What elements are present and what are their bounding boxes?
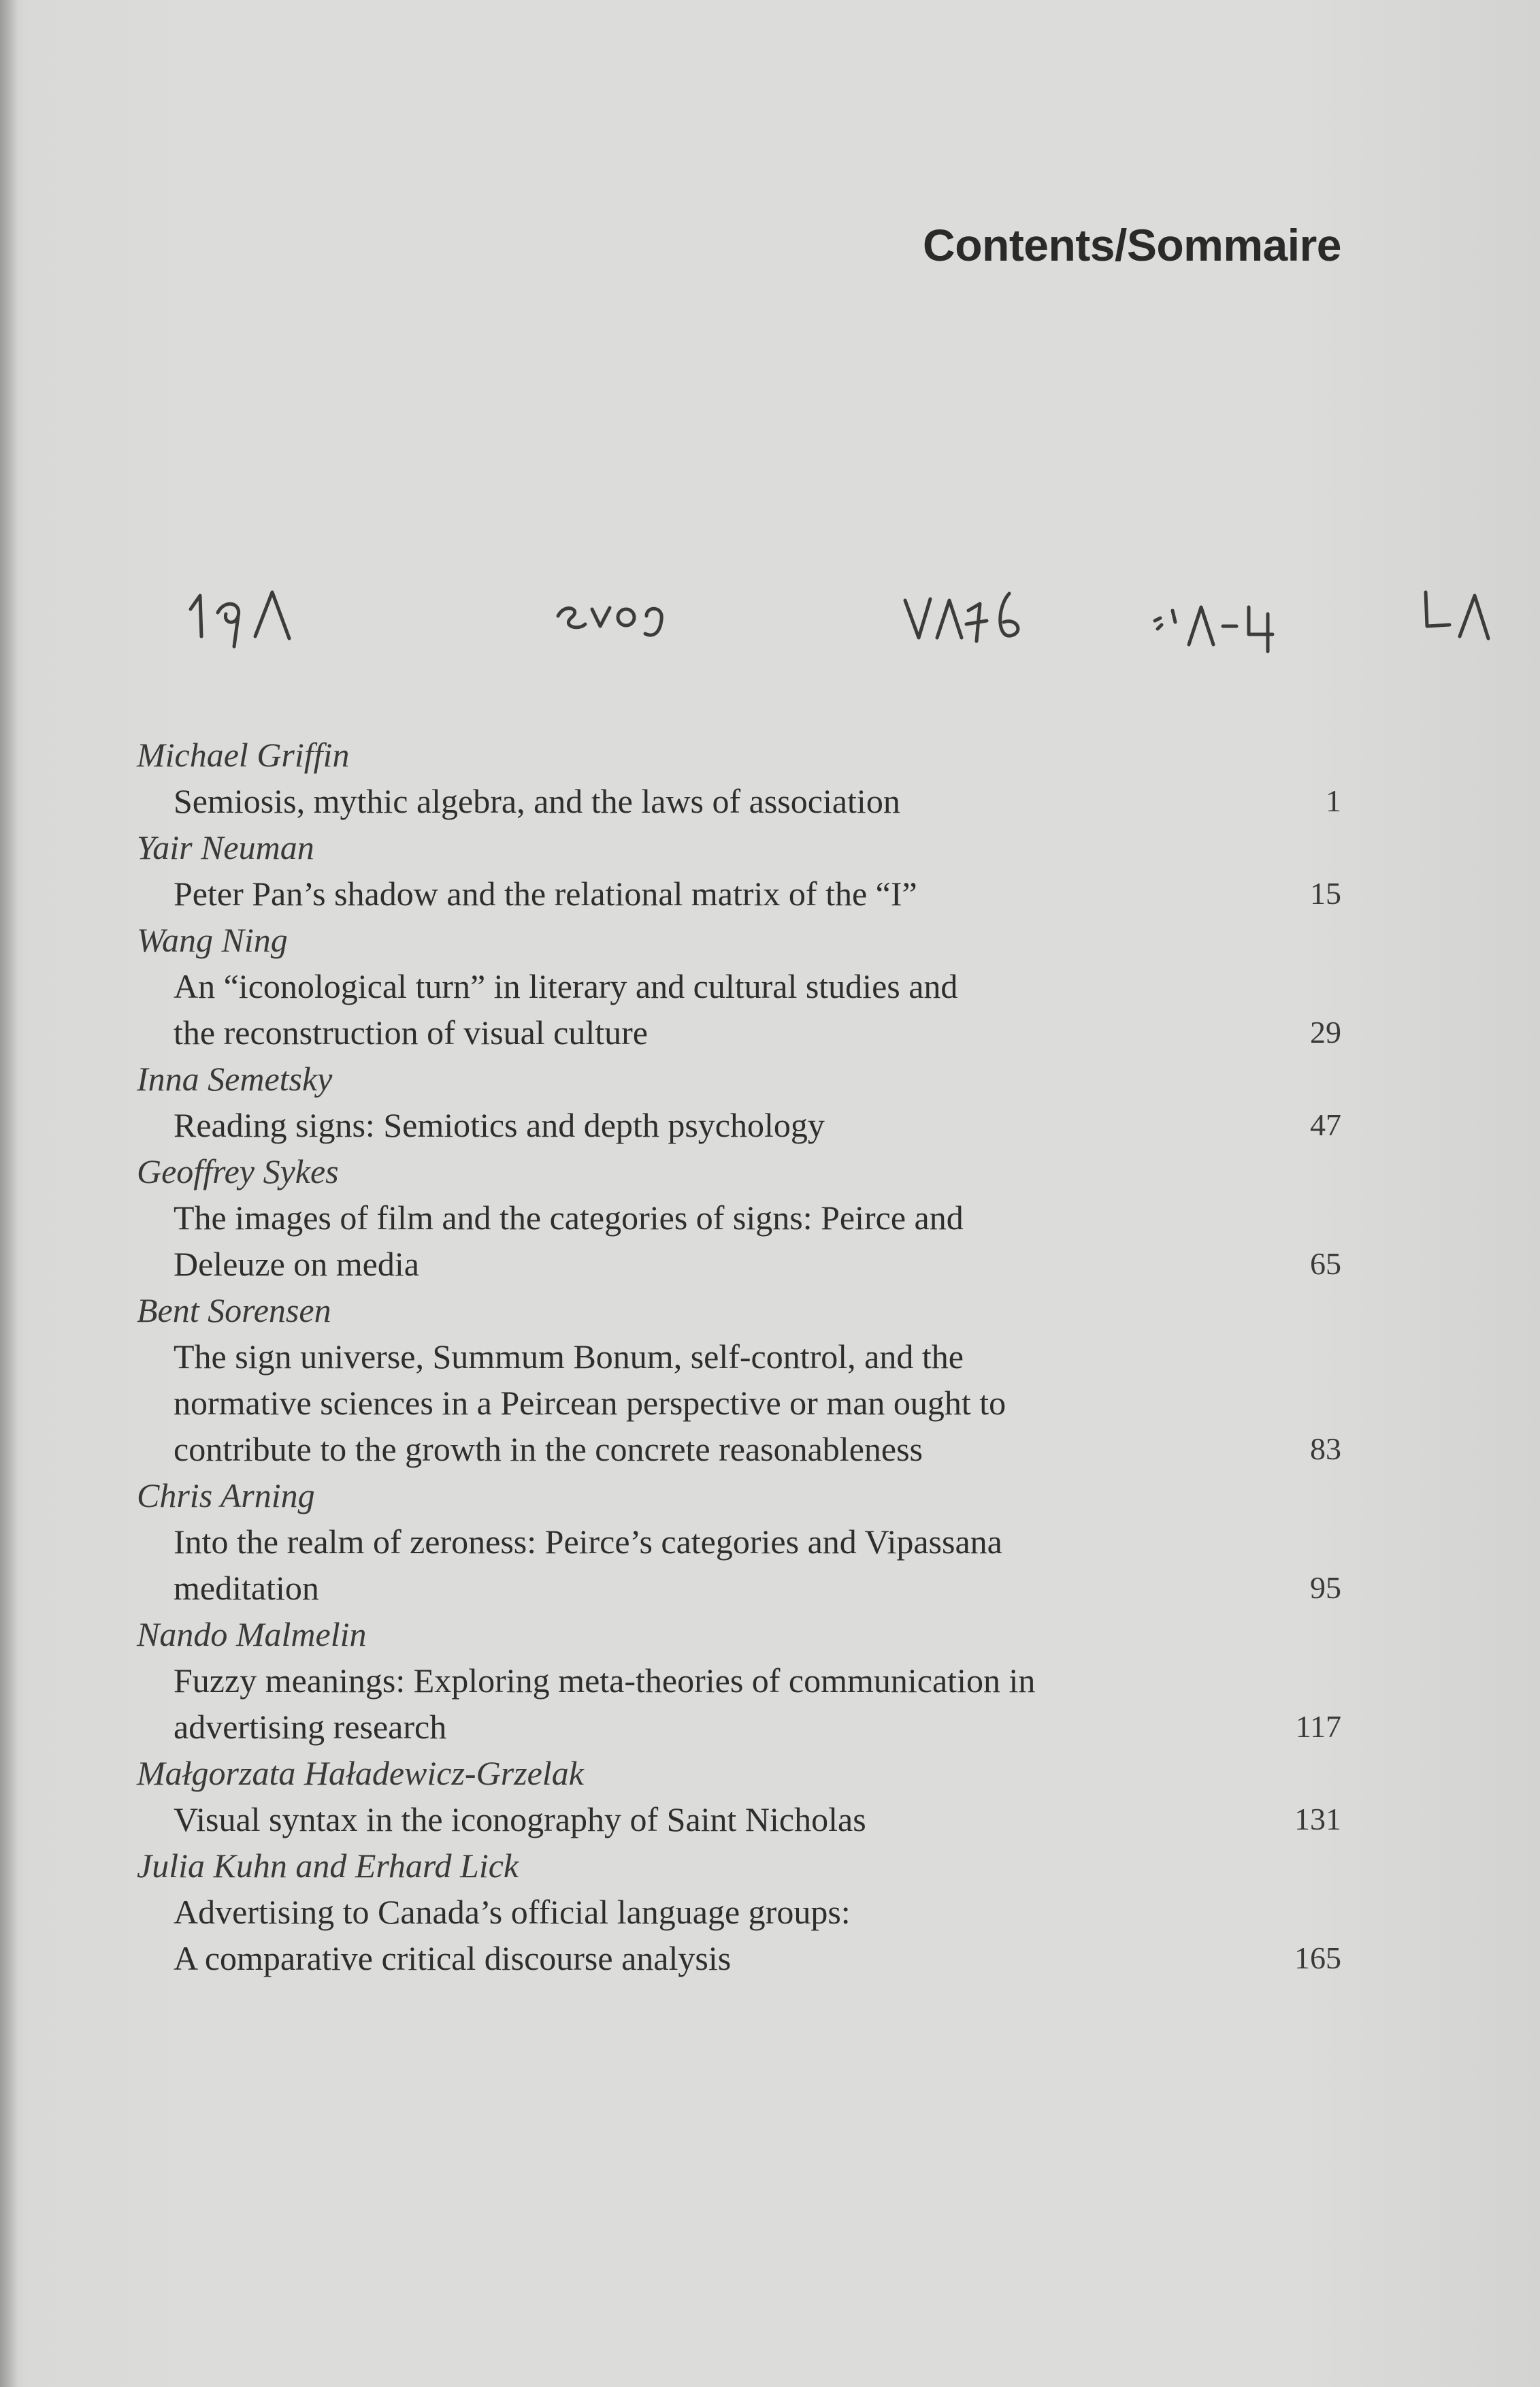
toc-title-block: [137, 963, 1341, 1056]
toc-author: Bent Sorensen: [137, 1291, 331, 1329]
handwritten-annotation-icon: [177, 572, 327, 667]
toc-author: Yair Neuman: [137, 828, 314, 866]
toc-title-line: Fuzzy meanings: Exploring meta-theories of communication in: [174, 1661, 1036, 1700]
toc-title-line: Peter Pan’s shadow and the relational matrix of the “I”: [174, 875, 917, 913]
toc-title-line: contribute to the growth in the concrete reasonableness: [174, 1430, 923, 1468]
handwritten-annotation-icon: [1412, 572, 1528, 667]
toc-title-line: Semiosis, mythic algebra, and the laws of association: [174, 782, 900, 820]
toc-title-block: [137, 871, 1341, 917]
toc-entry: [137, 1056, 1341, 1148]
toc-page-number: 29: [1310, 1015, 1341, 1050]
toc-entry: [137, 1842, 1341, 1981]
toc-page-number: 95: [1310, 1570, 1341, 1605]
toc-entry: [137, 917, 1341, 1056]
toc-page-number: 15: [1310, 876, 1341, 911]
handwritten-annotation: [0, 572, 1540, 674]
toc-title-line: An “iconological turn” in literary and cultural studies and: [174, 967, 958, 1005]
toc-author: Małgorzata Haładewicz-Grzelak: [137, 1754, 584, 1792]
toc-title-line: Visual syntax in the iconography of Saint Nicholas: [174, 1800, 866, 1838]
toc-author: Chris Arning: [137, 1476, 315, 1514]
toc-title-line: Into the realm of zeroness: Peirce’s categories and Vipassana: [174, 1523, 1002, 1561]
toc-entry: [137, 1750, 1341, 1842]
toc-title-block: [137, 1333, 1341, 1472]
toc-title-line: normative sciences in a Peircean perspective or man ought to: [174, 1384, 1006, 1422]
toc-page-number: 65: [1310, 1246, 1341, 1281]
toc-title-line: the reconstruction of visual culture: [174, 1013, 648, 1052]
toc-title-block: [137, 1519, 1341, 1611]
toc-entry: [137, 732, 1341, 824]
toc-page-number: 165: [1294, 1941, 1341, 1975]
page-title: Contents/Sommaire: [923, 220, 1341, 270]
handwritten-annotation-icon: [1147, 580, 1296, 675]
toc-entry: [137, 1472, 1341, 1611]
toc-entry: [137, 1611, 1341, 1750]
toc-title-line: Deleuze on media: [174, 1245, 419, 1283]
toc-entry: [137, 824, 1341, 917]
toc-entry: [137, 1148, 1341, 1287]
table-of-contents: [137, 732, 1341, 1981]
toc-page-number: 131: [1294, 1802, 1341, 1836]
toc-author: Nando Malmelin: [137, 1615, 367, 1653]
toc-title-line: meditation: [174, 1569, 319, 1607]
toc-title-block: [137, 1889, 1341, 1981]
toc-entry: [137, 1287, 1341, 1472]
toc-title-block: [137, 778, 1341, 824]
toc-title-line: Advertising to Canada’s official language groups:: [174, 1893, 851, 1931]
toc-title-block: [137, 1796, 1341, 1842]
toc-title-line: The images of film and the categories of signs: Peirce and: [174, 1199, 964, 1237]
handwritten-annotation-icon: [895, 573, 1045, 668]
toc-title-line: The sign universe, Summum Bonum, self-control, and the: [174, 1337, 964, 1376]
toc-page-number: 83: [1310, 1431, 1341, 1466]
toc-author: Inna Semetsky: [137, 1060, 333, 1098]
toc-title-line: advertising research: [174, 1708, 447, 1746]
handwritten-annotation-icon: [544, 575, 694, 670]
toc-title-block: [137, 1102, 1341, 1148]
toc-page-number: 1: [1326, 783, 1341, 818]
toc-title-block: [137, 1657, 1341, 1750]
spine-shadow: [0, 0, 18, 2387]
toc-page-number: 47: [1310, 1107, 1341, 1142]
toc-author: Geoffrey Sykes: [137, 1152, 339, 1190]
toc-page-number: 117: [1295, 1709, 1341, 1744]
toc-title-block: [137, 1195, 1341, 1287]
toc-title-line: Reading signs: Semiotics and depth psychology: [174, 1106, 825, 1144]
toc-author: Michael Griffin: [137, 736, 350, 774]
toc-author: Julia Kuhn and Erhard Lick: [137, 1847, 519, 1885]
toc-author: Wang Ning: [137, 921, 288, 959]
toc-title-line: A comparative critical discourse analysis: [174, 1939, 732, 1977]
